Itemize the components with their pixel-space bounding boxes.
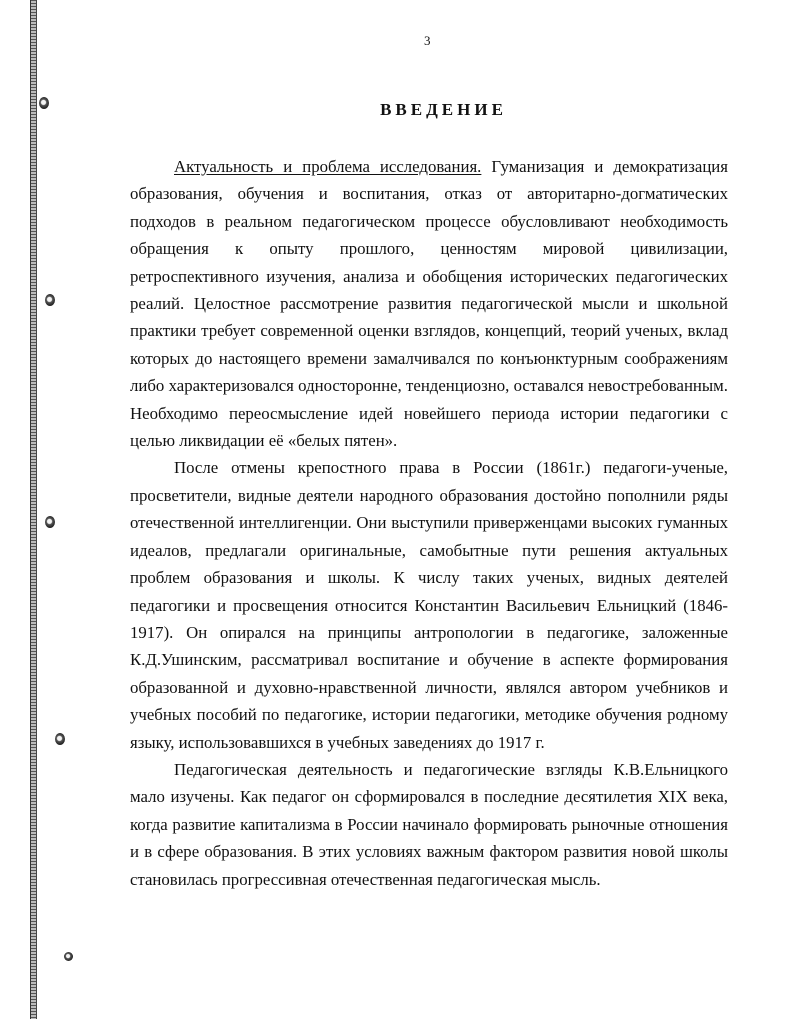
paragraph-history <box>130 454 728 755</box>
punch-hole <box>64 952 73 961</box>
paragraph-relevance <box>130 153 728 454</box>
body-text <box>130 153 728 893</box>
punch-hole <box>45 294 55 306</box>
paragraph-text: Гуманизация и демократизация образования, обучения и воспитания, отказ от авторитарно-догматических подходов в реальном педагогическом процессе обусловливают необходимость обращения к опыту прошлого, ценностям мировой цивилизации, ретроспективного изучения, анализа и обобщения исторических педагогических реалий. Целостное рассмотрение развития педагогической мысли и школьной практики требует современной оценки взглядов, концепций, теорий ученых, вклад которых до настоящего времени замалчивался по конъюнктурным соображениям либо характеризовался односторонне, тенденциозно, оставался невостребованным. Необходимо переосмысление идей новейшего периода истории педагогики с целью ликвидации её «белых пятен». <box>130 157 728 451</box>
paragraph-text: Педагогическая деятельность и педагогические взгляды К.В.Ельницкого мало изучены. Как педагог он сформировался в последние десятилетия XIX века, когда развитие капитализма в России начинало формировать рыночные отношения и в сфере образования. В этих условиях важным фактором развития новой школы становилась прогрессивная отечественная педагогическая мысль. <box>130 759 728 889</box>
section-heading: ВВЕДЕНИЕ <box>380 100 507 119</box>
paragraph-activity <box>130 756 728 893</box>
paragraph-text: После отмены крепостного права в России (1861г.) педагоги-ученые, просветители, видные деятели народного образования достойно пополнили ряды отечественной интеллигенции. Они выступили приверженцами высоких гуманных идеалов, предлагали оригинальные, самобытные пути решения актуальных проблем образования и школы. К числу таких ученых, видных деятелей педагогики и просвещения относится Константин Васильевич Ельницкий (1846-1917). Он опирался на принципы антропологии в педагогике, заложенные К.Д.Ушинским, рассматривал воспитание и обучение в аспекте формирования образованной и духовно-нравственной личности, являлся автором учебников и учебных пособий по педагогике, истории педагогики, методике обучения родному языку, использовавшихся в учебных заведениях до 1917 г. <box>130 458 728 752</box>
page-number: 3 <box>424 33 431 48</box>
punch-hole <box>55 733 65 745</box>
paragraph-lead: Актуальность и проблема исследования. <box>174 157 482 176</box>
punch-hole <box>45 516 55 528</box>
binding-strip <box>30 0 37 1019</box>
